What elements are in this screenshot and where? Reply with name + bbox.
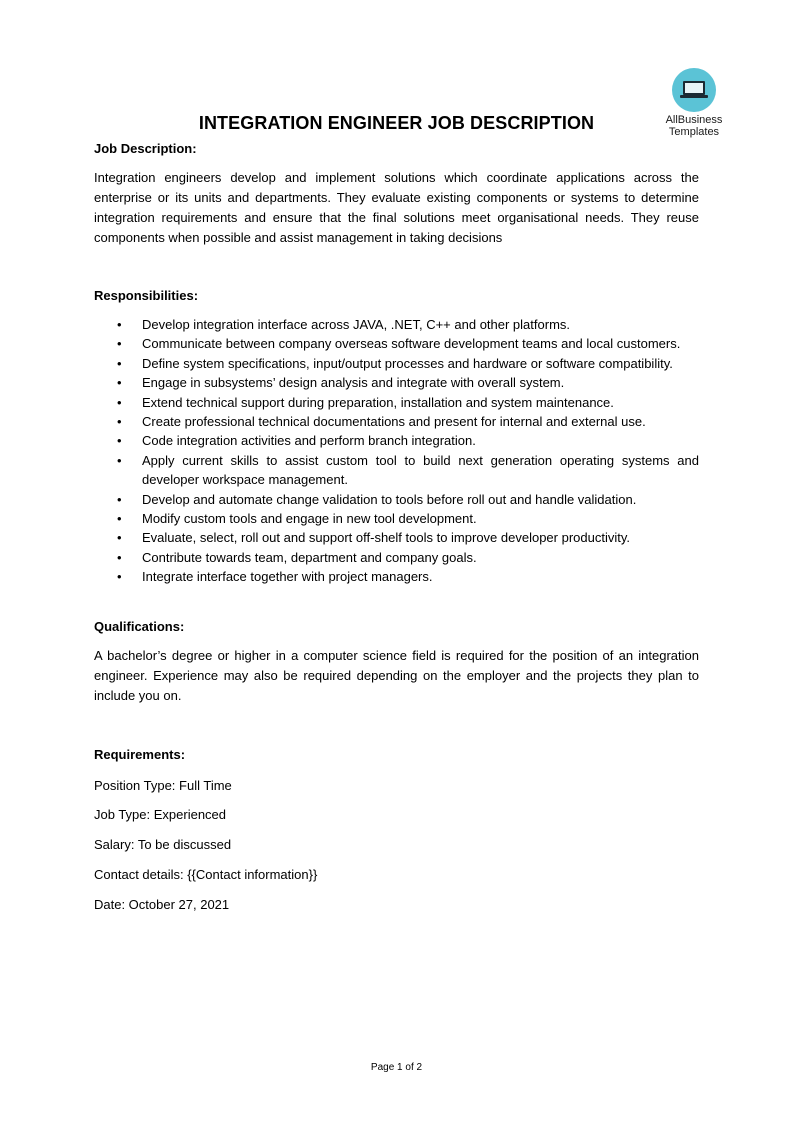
bullet-icon: • — [117, 433, 122, 449]
bullet-icon: • — [117, 491, 122, 507]
bullet-icon: • — [117, 375, 122, 391]
list-item-text: Communicate between company overseas software development teams and local customers. — [142, 336, 681, 352]
list-item — [94, 451, 699, 490]
list-item — [94, 490, 699, 509]
logo-text-line2: Templates — [668, 126, 720, 138]
bullet-icon: • — [117, 317, 122, 332]
list-item — [94, 528, 699, 547]
bullet-icon: • — [117, 569, 122, 585]
logo-text-line1: AllBusiness — [665, 114, 723, 126]
position-type: Position Type: Full Time — [94, 778, 232, 793]
document-title: INTEGRATION ENGINEER JOB DESCRIPTION — [198, 113, 595, 133]
bullet-icon: • — [117, 549, 122, 565]
laptop-base — [680, 95, 708, 98]
list-item — [94, 431, 699, 450]
qualifications-heading: Qualifications: — [94, 619, 185, 634]
job-type: Job Type: Experienced — [94, 807, 227, 822]
list-item-text: Modify custom tools and engage in new tool development. — [142, 511, 477, 527]
job-description-heading: Job Description: — [94, 141, 197, 156]
list-item-text: Develop integration interface across JAVA, .NET, C++ and other platforms. — [142, 317, 571, 332]
bullet-icon: • — [117, 336, 122, 352]
laptop-icon — [683, 81, 705, 95]
list-item-text: Engage in subsystems’ design analysis and integrate with overall system. — [142, 375, 565, 391]
bullet-icon: • — [117, 394, 122, 410]
bullet-icon: • — [117, 452, 122, 468]
salary: Salary: To be discussed — [94, 837, 232, 852]
list-item-text: Contribute towards team, department and company goals. — [142, 549, 477, 565]
list-item-text: Code integration activities and perform branch integration. — [142, 433, 476, 449]
date: Date: October 27, 2021 — [94, 897, 230, 912]
list-item-text: Create professional technical documentations and present for internal and external use. — [142, 414, 646, 430]
list-item — [94, 393, 699, 412]
requirements-heading: Requirements: — [94, 747, 186, 762]
list-item — [94, 354, 699, 373]
list-item — [94, 315, 699, 334]
bullet-icon: • — [117, 355, 122, 371]
qualifications-text: A bachelor’s degree or higher in a computer science field is required for the position of an integration engineer. Experience may also be required depending on the employer and the projects they plan to include you on. — [94, 648, 699, 703]
responsibilities-list — [94, 315, 699, 587]
list-item-text: Develop and automate change validation to tools before roll out and handle validation. — [142, 491, 637, 507]
bullet-icon: • — [117, 530, 122, 546]
list-item-text: Apply current skills to assist custom tool to build next generation operating systems and developer workspace management. — [142, 452, 699, 488]
logo-circle — [672, 68, 716, 112]
list-item — [94, 567, 699, 586]
list-item-text: Define system specifications, input/output processes and hardware or software compatibility. — [142, 355, 673, 371]
list-item — [94, 373, 699, 392]
list-item — [94, 334, 699, 353]
job-description-text: Integration engineers develop and implement solutions which coordinate applications across the enterprise or its units and departments. They evaluate existing components or systems to determine integration requirements and ensure that the final solutions meet organisational needs. They reuse components when possible and assist management in taking decisions — [94, 170, 699, 245]
list-item-text: Extend technical support during preparation, installation and system maintenance. — [142, 394, 614, 410]
list-item-text: Integrate interface together with project managers. — [142, 569, 433, 585]
list-item — [94, 548, 699, 567]
list-item — [94, 412, 699, 431]
contact-details: Contact details: {{Contact information}} — [94, 867, 318, 882]
list-item-text: Evaluate, select, roll out and support off-shelf tools to improve developer productivity. — [142, 530, 631, 546]
bullet-icon: • — [117, 511, 122, 527]
bullet-icon: • — [117, 414, 122, 430]
responsibilities-heading: Responsibilities: — [94, 288, 199, 303]
list-item — [94, 509, 699, 528]
page-number: Page 1 of 2 — [370, 1062, 423, 1073]
